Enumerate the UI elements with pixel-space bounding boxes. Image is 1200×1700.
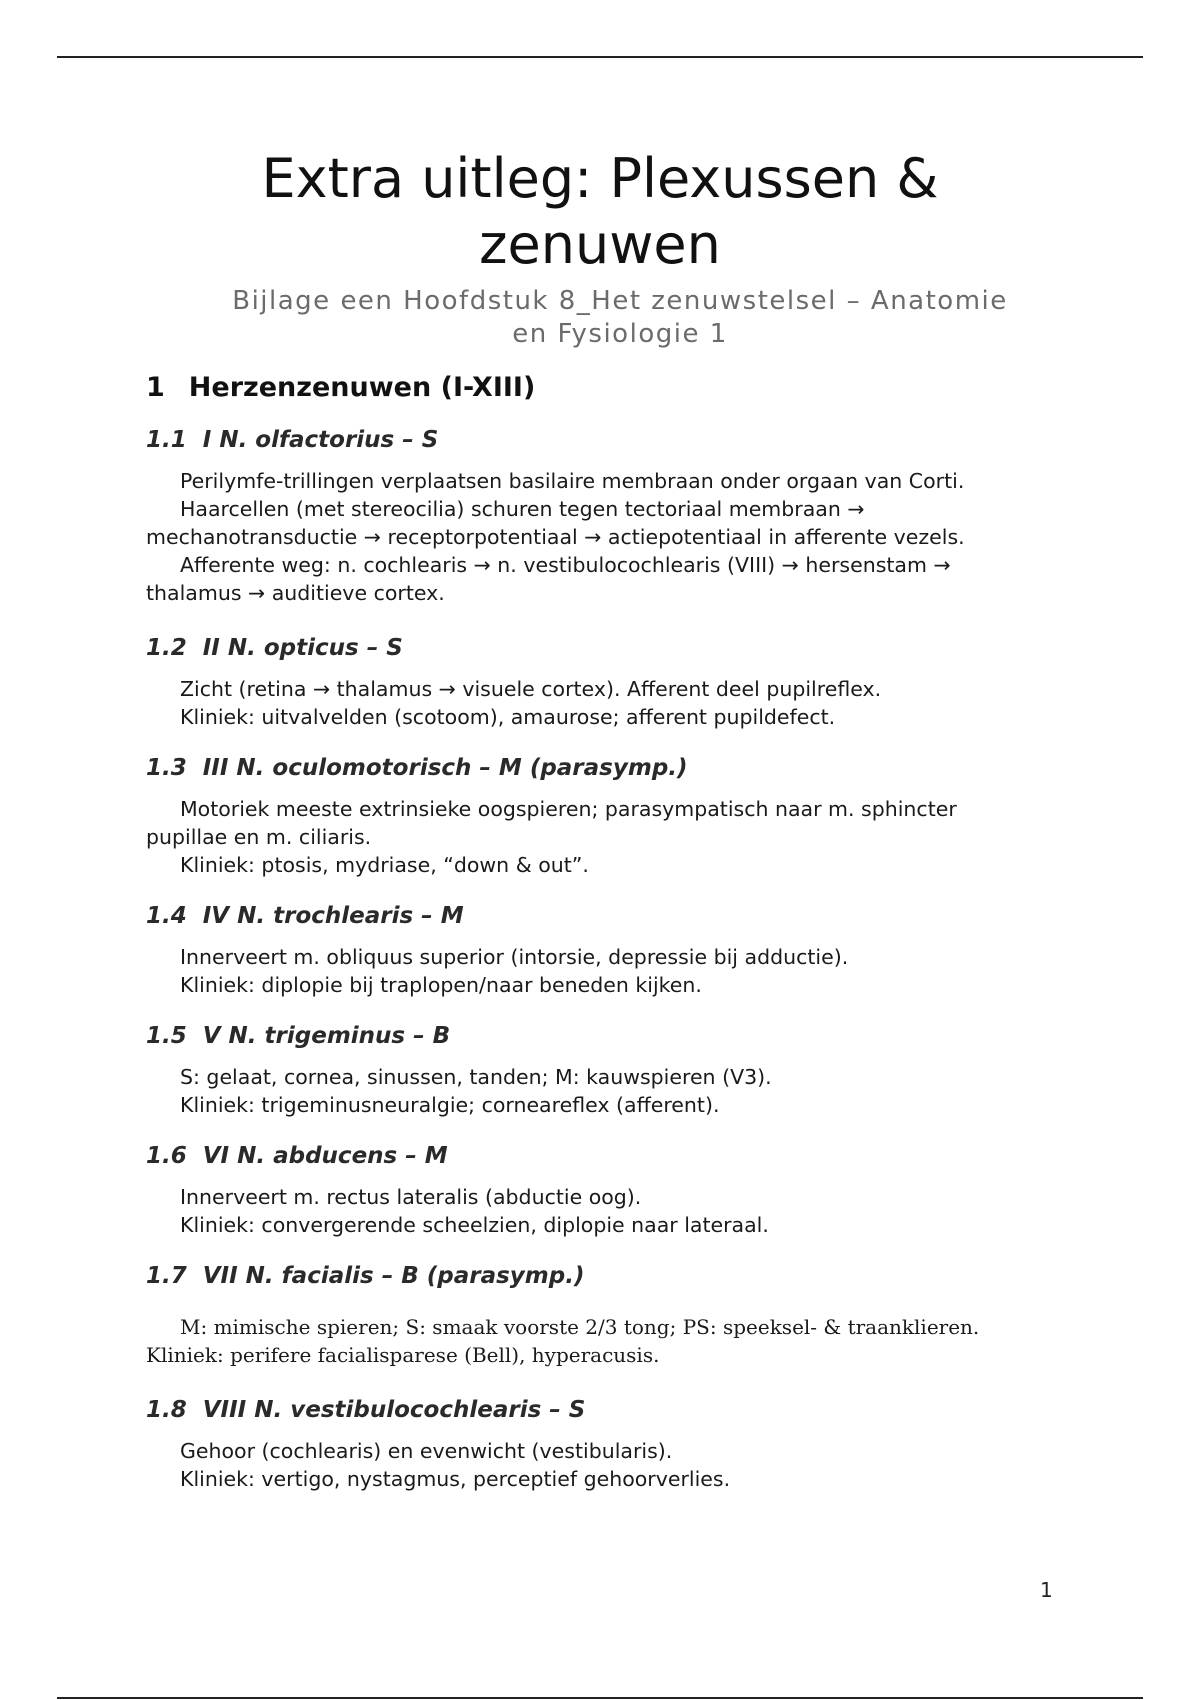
- document-body: [146, 372, 1036, 1493]
- paragraph-line: Kliniek: uitvalvelden (scotoom), amaurose; afferent pupildefect.: [180, 705, 836, 729]
- paragraph-line: Kliniek: diplopie bij traplopen/naar beneden kijken.: [180, 973, 702, 997]
- section-heading: [146, 1141, 1036, 1171]
- chapter-heading: [146, 372, 1036, 403]
- paragraph-line: Kliniek: trigeminusneuralgie; corneareflex (afferent).: [180, 1093, 720, 1117]
- paragraph-line: Kliniek: ptosis, mydriase, “down & out”.: [180, 853, 589, 877]
- section: [146, 1141, 1036, 1239]
- paragraph-line: Zicht (retina → thalamus → visuele cortex). Afferent deel pupilreflex.: [180, 677, 882, 701]
- section: [146, 633, 1036, 731]
- section-heading: [146, 753, 1036, 783]
- paragraph-line: Motoriek meeste extrinsieke oogspieren; parasympatisch naar m. sphincter pupillae en m. ciliaris.: [146, 797, 957, 849]
- chapter-number: 1: [146, 372, 165, 403]
- section-heading: [146, 901, 1036, 931]
- paragraph-line: S: gelaat, cornea, sinussen, tanden; M: kauwspieren (V3).: [180, 1065, 772, 1089]
- paragraph-line: Innerveert m. obliquus superior (intorsie, depressie bij adductie).: [180, 945, 849, 969]
- section: [146, 1395, 1036, 1493]
- paragraph-line: Kliniek: convergerende scheelzien, diplopie naar lateraal.: [180, 1213, 769, 1237]
- section-number: 1.1: [146, 427, 187, 453]
- section-heading: [146, 425, 1036, 455]
- section-number: 1.3: [146, 755, 187, 781]
- section: [146, 901, 1036, 999]
- section: [146, 1261, 1036, 1369]
- paragraph-line: Afferente weg: n. cochlearis → n. vestibulocochlearis (VIII) → hersenstam → thalamus → auditieve cortex.: [146, 553, 951, 605]
- paragraph-line: Kliniek: vertigo, nystagmus, perceptief gehoorverlies.: [180, 1467, 731, 1491]
- section: [146, 1021, 1036, 1119]
- title-line-1: Extra uitleg: Plexussen &: [261, 147, 939, 210]
- paragraph-line: Innerveert m. rectus lateralis (abductie oog).: [180, 1185, 642, 1209]
- section-heading: [146, 1021, 1036, 1051]
- section-title: VII N. facialis – B (parasymp.): [202, 1263, 585, 1289]
- paragraph-line: Perilymfe-trillingen verplaatsen basilaire membraan onder orgaan van Corti.: [180, 469, 965, 493]
- section-title: VI N. abducens – M: [202, 1143, 448, 1169]
- page-number: 1: [1040, 1578, 1053, 1602]
- section-number: 1.7: [146, 1263, 187, 1289]
- document-title: [200, 146, 1000, 278]
- section-heading: [146, 1395, 1036, 1425]
- section-title: III N. oculomotorisch – M (parasymp.): [202, 755, 688, 781]
- footer-rule: [57, 1697, 1143, 1699]
- section-title: I N. olfactorius – S: [202, 427, 439, 453]
- section: [146, 753, 1036, 879]
- section-number: 1.5: [146, 1023, 187, 1049]
- title-line-2: zenuwen: [479, 213, 721, 276]
- section-title: IV N. trochlearis – M: [202, 903, 464, 929]
- subtitle-line-1: Bijlage een Hoofdstuk 8_Het zenuwstelsel – Anatomie: [232, 286, 1008, 316]
- section-number: 1.6: [146, 1143, 187, 1169]
- section-heading: [146, 1261, 1036, 1291]
- section-title: V N. trigeminus – B: [202, 1023, 451, 1049]
- document-subtitle: [180, 285, 1060, 351]
- subtitle-line-2: en Fysiologie 1: [512, 319, 728, 349]
- section-number: 1.4: [146, 903, 187, 929]
- section-number: 1.8: [146, 1397, 187, 1423]
- header-rule: [57, 56, 1143, 58]
- section-heading: [146, 633, 1036, 663]
- paragraph-line: Gehoor (cochlearis) en evenwicht (vestibularis).: [180, 1439, 673, 1463]
- section-title: VIII N. vestibulocochlearis – S: [202, 1397, 586, 1423]
- section-title: II N. opticus – S: [202, 635, 403, 661]
- section-number: 1.2: [146, 635, 187, 661]
- chapter-title: Herzenzenuwen (I-XIII): [188, 372, 536, 403]
- paragraph-line: Haarcellen (met stereocilia) schuren tegen tectoriaal membraan → mechanotransductie → receptorpotentiaal → actiepotentiaal in afferente vezels.: [146, 497, 965, 549]
- section: [146, 425, 1036, 607]
- paragraph-line: M: mimische spieren; S: smaak voorste 2/3 tong; PS: speeksel- & traanklieren. Kliniek: perifere facialisparese (Bell), hyperacusis.: [146, 1315, 980, 1367]
